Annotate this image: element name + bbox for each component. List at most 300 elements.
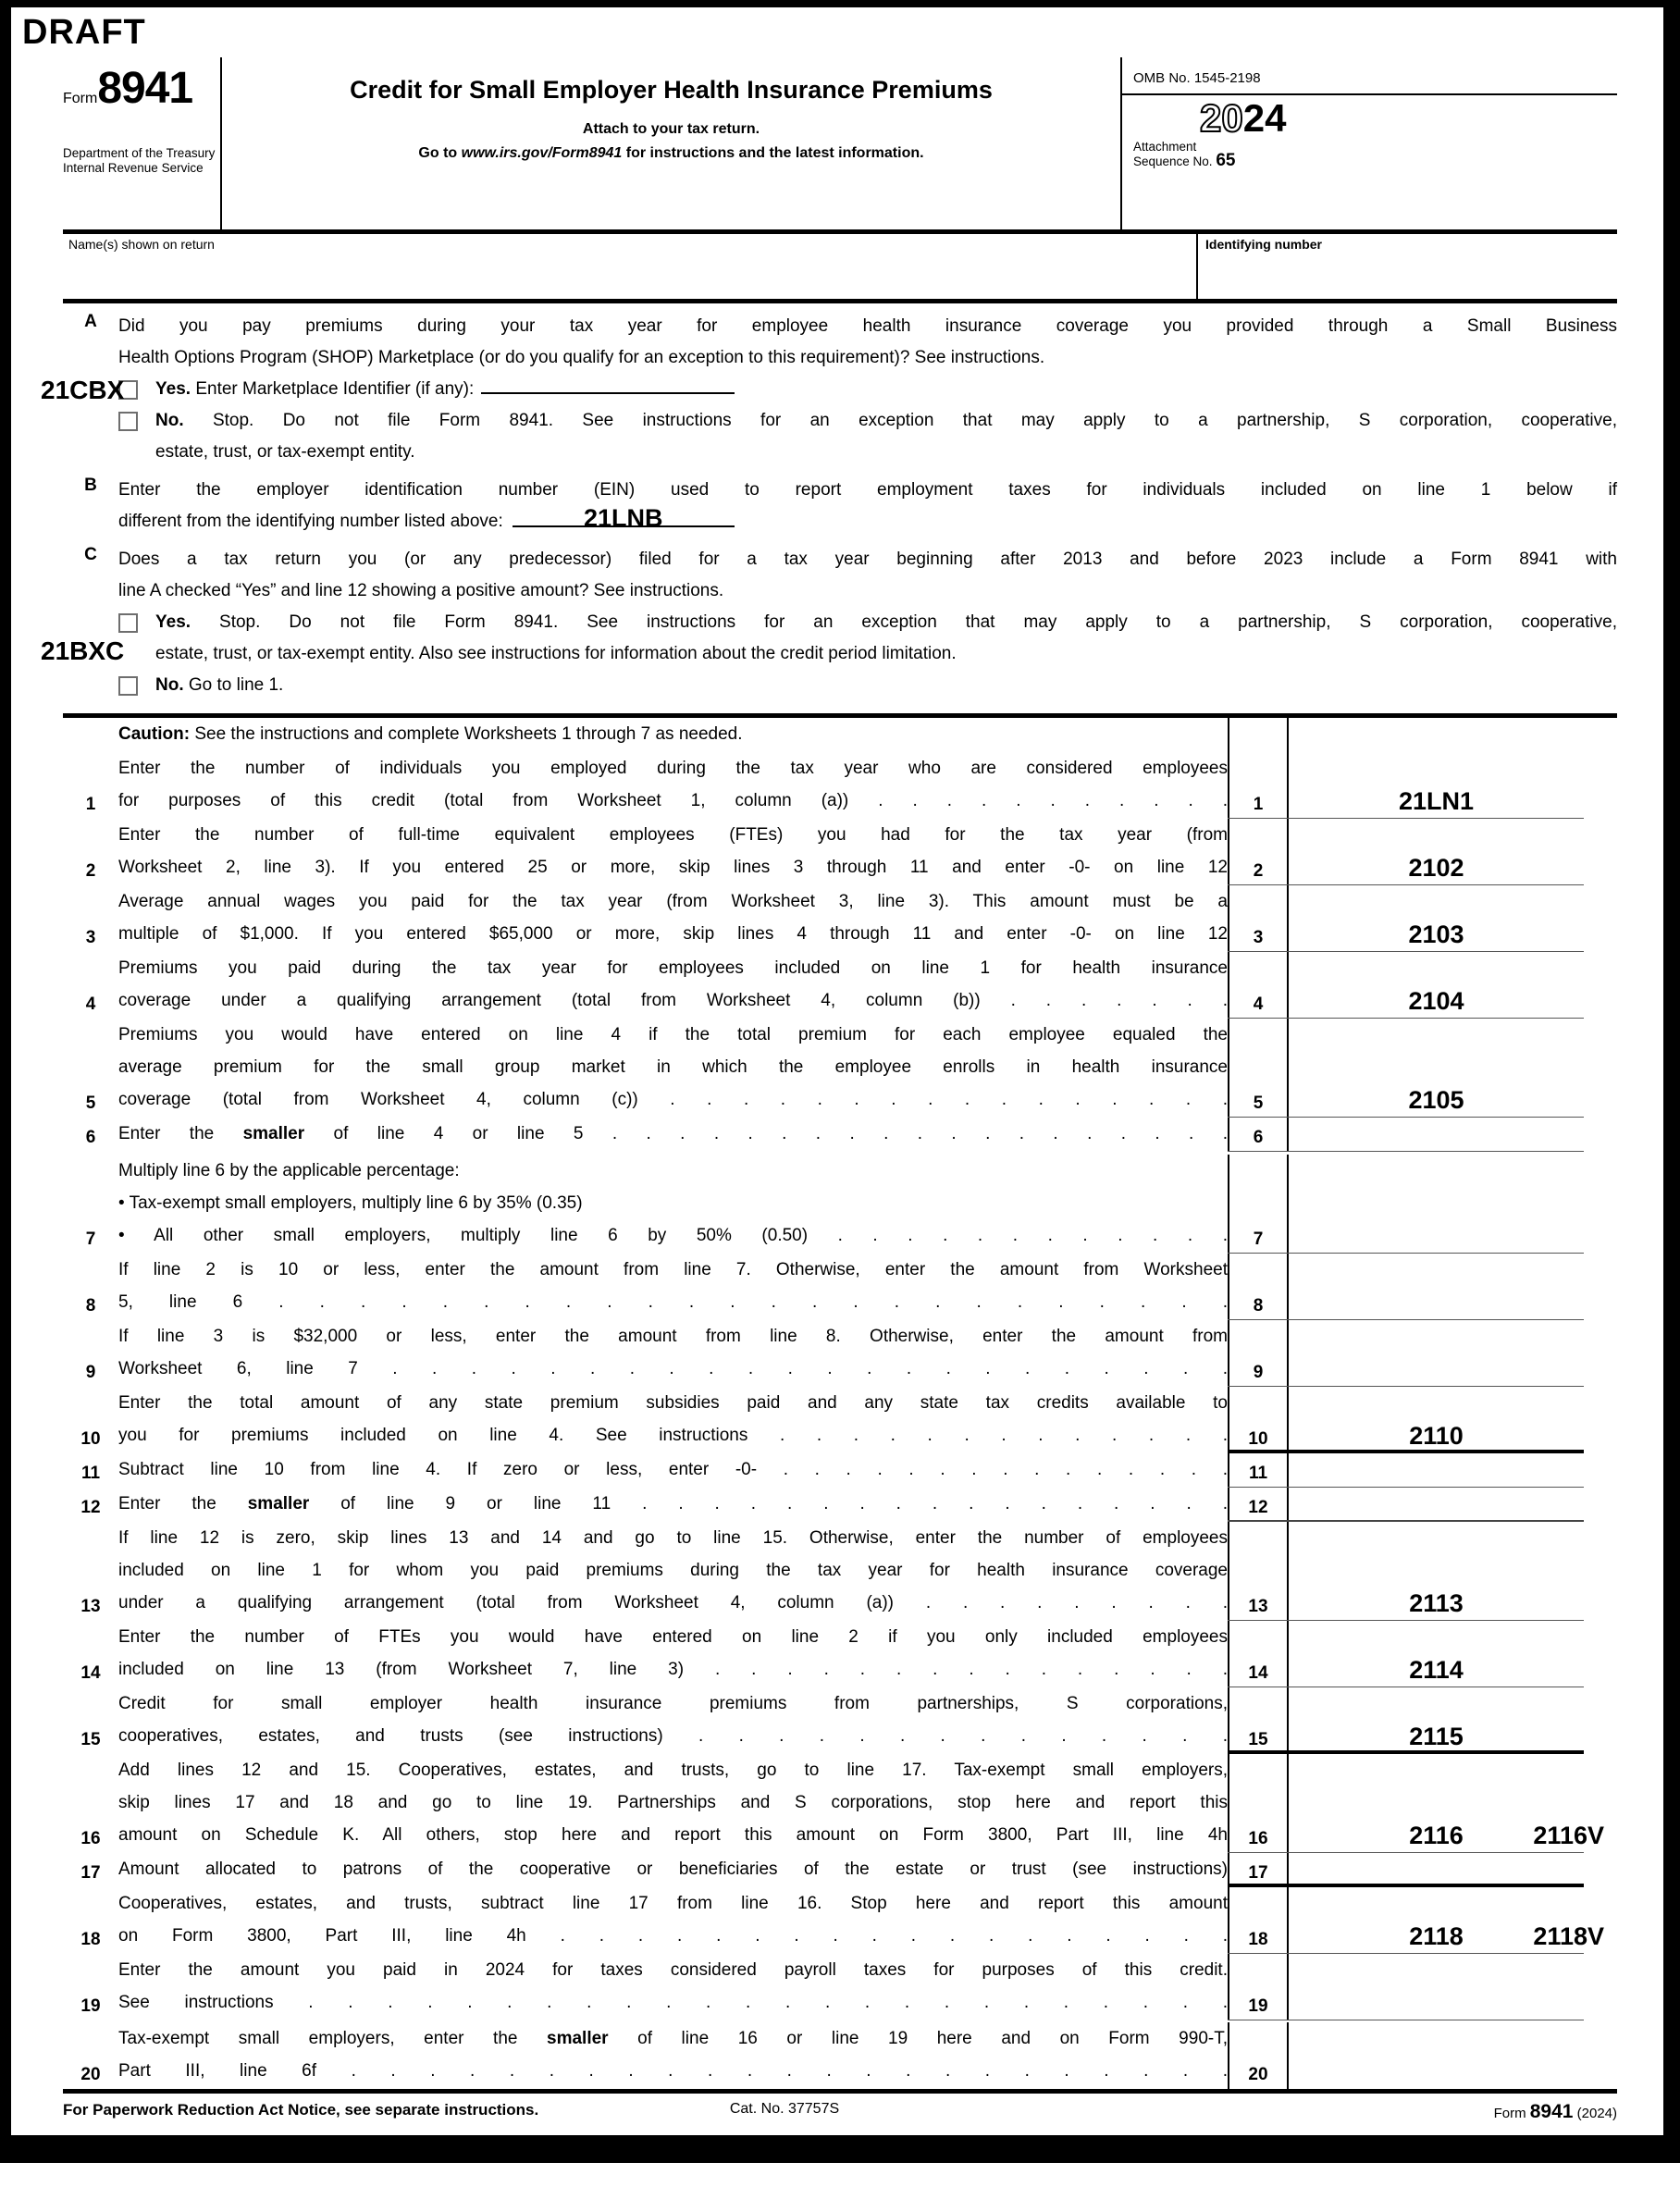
line-15-value-field[interactable]: [1287, 1687, 1584, 1754]
text-segment: Enter the number of FTEs you would have entered on line 2 if you only included employees: [118, 1627, 1228, 1647]
line-16-box-number: 16: [1228, 1754, 1287, 1853]
text-segment: skip lines 17 and 18 and go to line 19. Partnerships and S corporations, stop here and report this: [118, 1793, 1228, 1812]
line-2-value-field[interactable]: [1287, 819, 1584, 885]
line-7-item-number: 7: [85, 1229, 96, 1249]
line-1-text-line: [118, 752, 1228, 785]
line-16-value-code: 2116: [1409, 1822, 1464, 1849]
line-1-box-number: 1: [1228, 752, 1287, 819]
line-3-box-number: 3: [1228, 885, 1287, 952]
line-16-text-line: [118, 1819, 1228, 1851]
text-segment: Amount allocated to patrons of the cooperative or beneficiaries of the estate or trust (see instructions): [118, 1860, 1228, 1879]
form-line-row-12: [63, 1488, 1617, 1522]
text-segment: included on line 13 (from Worksheet 7, line 3) . . . . . . . . . . . . . . .: [118, 1660, 1228, 1679]
a-yes-label: Yes.: [155, 379, 191, 399]
form-line-row-6: [63, 1118, 1617, 1152]
scan-frame-right: [1663, 0, 1680, 2163]
name-field[interactable]: Name(s) shown on return: [68, 237, 215, 252]
form-line-row-20: [63, 2020, 1617, 2089]
line-6-text: [118, 1118, 1228, 1152]
text-segment: under a qualifying arrangement (total from Worksheet 4, column (a)) . . . . . . . . .: [118, 1593, 1228, 1612]
form-line-row-4: [63, 952, 1617, 1019]
line-1-text: [118, 752, 1228, 819]
text-segment: Tax-exempt small employers, enter the: [118, 2029, 548, 2048]
line-4-tail-spacer: [1584, 952, 1617, 1019]
scan-frame-bottom: [0, 2135, 1680, 2163]
text-segment: smaller: [547, 2029, 609, 2048]
line-19-text-line: [118, 1986, 1228, 2019]
form-title: Credit for Small Employer Health Insurance Premiums: [350, 76, 993, 104]
line-14-text-line: [118, 1621, 1228, 1653]
line-11-item-number: 11: [80, 1464, 101, 1483]
line-7-text-line: [118, 1155, 1228, 1187]
form-line-row-7: [63, 1152, 1617, 1254]
identifying-number-field[interactable]: Identifying number: [1196, 234, 1617, 299]
line-3-value-code: 2103: [1408, 921, 1464, 948]
text-segment: Worksheet 2, line 3). If you entered 25 or more, skip lines 3 through 11 and enter -0- on line 12: [118, 858, 1228, 877]
caution-boxval-spacer: [1287, 718, 1584, 752]
a-no-text1: Stop. Do not file Form 8941. See instructions for an exception that may apply to a partnership, S corporation, cooperative,: [183, 411, 1617, 430]
text-segment: of line 9 or line 11 . . . . . . . . . . . . . . . . .: [309, 1494, 1228, 1514]
paperwork-notice: For Paperwork Reduction Act Notice, see separate instructions.: [63, 2101, 539, 2119]
line-13-text: [118, 1522, 1228, 1621]
agency-line-2: Internal Revenue Service: [63, 161, 204, 175]
tax-year: [1122, 95, 1617, 140]
line-5-text: [118, 1019, 1228, 1118]
line-11-value-field[interactable]: [1287, 1453, 1584, 1488]
line-20-tail-spacer: [1584, 2022, 1617, 2089]
line-12-tail-spacer: [1584, 1488, 1617, 1522]
text-segment: for purposes of this credit (total from Worksheet 1, column (a)) . . . . . . . . . . .: [118, 791, 1228, 810]
line-9-item-number: 9: [85, 1363, 96, 1382]
line-15-box-number: 15: [1228, 1687, 1287, 1754]
line-3-item-number: 3: [85, 928, 96, 947]
c-yes-checkbox[interactable]: [118, 613, 138, 633]
text-segment: Enter the: [118, 1494, 248, 1514]
sequence-line: [1133, 151, 1617, 170]
line-1-value-field[interactable]: [1287, 752, 1584, 819]
line-15-text-line: [118, 1687, 1228, 1720]
line-16-value-code-v: 2116V: [1533, 1822, 1604, 1849]
line-20-box-number: 20: [1228, 2022, 1287, 2089]
a-yes-text: Enter Marketplace Identifier (if any):: [191, 379, 475, 399]
question-a-text: [118, 311, 1617, 468]
line-11-box-number: 11: [1228, 1453, 1287, 1488]
question-c-no: [118, 670, 1617, 701]
form-line-row-13: [63, 1522, 1617, 1621]
text-segment: Average annual wages you paid for the tax year (from Worksheet 3, line 3). This amount must be a: [118, 892, 1228, 911]
line-9-value-field[interactable]: [1287, 1320, 1584, 1387]
line-20-text-line: [118, 2022, 1228, 2055]
line-4-value-field[interactable]: [1287, 952, 1584, 1019]
line-18-text: [118, 1887, 1228, 1954]
line-10-text: [118, 1387, 1228, 1453]
line-9-text: [118, 1320, 1228, 1387]
line-15-item-number: 15: [80, 1730, 101, 1749]
line-13-text-line: [118, 1587, 1228, 1619]
c-no-checkbox[interactable]: [118, 676, 138, 696]
caution-boxnum-spacer: [1228, 718, 1287, 752]
line-14-box-number: 14: [1228, 1621, 1287, 1687]
form-title-block: [220, 57, 1122, 229]
line-10-box-number: 10: [1228, 1387, 1287, 1453]
line-13-text-line: [118, 1554, 1228, 1587]
line-15-text-line: [118, 1720, 1228, 1752]
line-17-tail-spacer: [1584, 1853, 1617, 1887]
line-11-text: [118, 1453, 1228, 1488]
line-5-value-field[interactable]: [1287, 1019, 1584, 1118]
line-4-text-line: [118, 984, 1228, 1017]
agency-lines: [63, 146, 220, 176]
line-9-text-line: [118, 1320, 1228, 1353]
question-b-line2: [118, 506, 1617, 537]
b-line2-text: different from the identifying number listed above:: [118, 512, 503, 531]
text-segment: Part III, line 6f . . . . . . . . . . . . . . . . . . . . . . .: [118, 2061, 1228, 2081]
form-line-row-19: [63, 1954, 1617, 2020]
text-segment: 5, line 6 . . . . . . . . . . . . . . . . . . . . . . . .: [118, 1292, 1228, 1312]
question-b-letter: B: [84, 476, 97, 495]
text-segment: on Form 3800, Part III, line 4h . . . . . . . . . . . . . . . . . .: [118, 1926, 1228, 1946]
line-9-tail-spacer: [1584, 1320, 1617, 1387]
text-segment: you for premiums included on line 4. See instructions . . . . . . . . . . . . .: [118, 1426, 1228, 1445]
text-segment: Cooperatives, estates, and trusts, subtract line 17 from line 16. Stop here and report this amount: [118, 1894, 1228, 1913]
line-4-item-number: 4: [85, 995, 96, 1014]
omb-block: [1122, 57, 1617, 229]
draft-code-21cbx: 21CBX: [41, 376, 125, 404]
caution-tail-spacer: [1584, 718, 1617, 752]
line-10-value-code: 2110: [1409, 1422, 1464, 1450]
form-line-row-18: [63, 1887, 1617, 1954]
line-12-text: [118, 1488, 1228, 1522]
line-8-value-field[interactable]: [1287, 1254, 1584, 1320]
caution-rest: See the instructions and complete Worksheets 1 through 7 as needed.: [190, 724, 743, 744]
text-segment: coverage under a qualifying arrangement (total from Worksheet 4, column (b)) . . . . . . .: [118, 991, 1228, 1010]
attachment-sequence: [1122, 140, 1617, 168]
form-line-row-17: [63, 1853, 1617, 1887]
line-5-text-line: [118, 1083, 1228, 1116]
line-1-tail-spacer: [1584, 752, 1617, 819]
question-a-line2: Health Options Program (SHOP) Marketplace (or do you qualify for an exception to this requirement)? See instructions.: [118, 348, 1045, 367]
text-segment: Premiums you would have entered on line 4 if the total premium for each employee equaled the: [118, 1025, 1228, 1044]
text-segment: See instructions . . . . . . . . . . . . . . . . . . . . . . . .: [118, 1993, 1228, 2012]
omb-number: OMB No. 1545-2198: [1122, 57, 1617, 95]
line-3-value-field[interactable]: [1287, 885, 1584, 952]
line-4-text: [118, 952, 1228, 1019]
text-segment: Multiply line 6 by the applicable percentage:: [118, 1161, 460, 1180]
form-footer: [63, 2101, 1617, 2123]
line-5-tail-spacer: [1584, 1019, 1617, 1118]
marketplace-identifier-field[interactable]: [481, 374, 735, 394]
line-8-text-line: [118, 1254, 1228, 1286]
line-14-value-code: 2114: [1409, 1656, 1464, 1684]
text-segment: average premium for the small group market in which the employee enrolls in health insurance: [118, 1057, 1228, 1077]
question-a-yes: [118, 374, 1617, 405]
form-line-row-9: [63, 1320, 1617, 1387]
form-content: [41, 57, 1617, 2123]
form-line-row-5: [63, 1019, 1617, 1118]
line-2-tail-spacer: [1584, 819, 1617, 885]
text-segment: If line 3 is $32,000 or less, enter the amount from line 8. Otherwise, enter the amount from: [118, 1327, 1228, 1346]
line-18-value-field[interactable]: [1287, 1887, 1604, 1954]
line-13-text-line: [118, 1522, 1228, 1554]
form-word: Form: [63, 91, 98, 106]
draft-watermark: DRAFT: [22, 13, 146, 52]
line-11-tail-spacer: [1584, 1453, 1617, 1488]
line-7-text-line: [118, 1219, 1228, 1252]
line-10-tail-spacer: [1584, 1387, 1617, 1453]
form-line-row-11: [63, 1453, 1617, 1488]
text-segment: coverage (total from Worksheet 4, column (c)) . . . . . . . . . . . . . . . .: [118, 1090, 1228, 1109]
c-no-text: Go to line 1.: [183, 675, 284, 695]
line-13-value-field[interactable]: [1287, 1522, 1584, 1621]
line-4-box-number: 4: [1228, 952, 1287, 1019]
line-15-value-code: 2115: [1409, 1723, 1464, 1750]
line-1-item-number: 1: [85, 795, 96, 814]
form-line-row-1: [63, 752, 1617, 819]
attachment-label: Attachment: [1133, 140, 1197, 154]
text-segment: Enter the: [118, 1124, 243, 1143]
line-13-item-number: 13: [80, 1597, 101, 1616]
footer-form-word: Form: [1493, 2106, 1530, 2121]
line-2-item-number: 2: [85, 861, 96, 881]
line-6-value-field[interactable]: [1287, 1118, 1584, 1152]
form-lines-section: [63, 718, 1617, 2094]
tax-year-outline: 20: [1200, 96, 1243, 140]
line-19-tail-spacer: [1584, 1954, 1617, 2020]
line-2-text-line: [118, 819, 1228, 851]
line-12-text-line: [118, 1488, 1228, 1520]
line-20-text-line: [118, 2055, 1228, 2087]
name-row: [63, 234, 1617, 303]
line-7-tail-spacer: [1584, 1155, 1617, 1254]
c-yes-line1: [155, 607, 1617, 638]
section-abc: [41, 303, 1617, 718]
c-yes-label: Yes.: [155, 612, 191, 632]
form-line-row-16: [63, 1754, 1617, 1853]
line-14-text: [118, 1621, 1228, 1687]
line-19-text-line: [118, 1954, 1228, 1986]
draft-code-21bxc: 21BXC: [41, 636, 125, 665]
line-15-tail-spacer: [1584, 1687, 1617, 1754]
line-18-box-number: 18: [1228, 1887, 1287, 1954]
text-segment: Premiums you paid during the tax year for employees included on line 1 for health insurance: [118, 958, 1228, 978]
line-4-value-code: 2104: [1408, 987, 1464, 1015]
line-18-value-code: 2118: [1409, 1922, 1464, 1950]
line-8-text-line: [118, 1286, 1228, 1318]
line-19-text: [118, 1954, 1228, 2020]
catalog-number: Cat. No. 37757S: [729, 2101, 840, 2117]
line-4-text-line: [118, 952, 1228, 984]
line-15-text: [118, 1687, 1228, 1754]
line-14-item-number: 14: [80, 1663, 101, 1683]
line-13-tail-spacer: [1584, 1522, 1617, 1621]
line-2-value-code: 2102: [1408, 854, 1464, 882]
line-16-text-line: [118, 1786, 1228, 1819]
question-b-text: [118, 475, 1617, 537]
line-17-text: [118, 1853, 1228, 1887]
line-6-text-line: [118, 1118, 1228, 1150]
text-segment: Credit for small employer health insurance premiums from partnerships, S corporations,: [118, 1694, 1228, 1713]
line-13-value-code: 2113: [1409, 1589, 1464, 1617]
text-segment: cooperatives, estates, and trusts (see instructions) . . . . . . . . . . . . . .: [118, 1726, 1228, 1746]
scan-frame-left: [0, 0, 11, 2163]
text-segment: Worksheet 6, line 7 . . . . . . . . . . . . . . . . . . . . . .: [118, 1359, 1228, 1378]
form-line-row-10: [63, 1387, 1617, 1453]
text-segment: of line 16 or line 19 here and on Form 990-T,: [608, 2029, 1228, 2048]
line-12-box-number: 12: [1228, 1488, 1287, 1522]
line-10-item-number: 10: [80, 1429, 101, 1449]
line-8-tail-spacer: [1584, 1254, 1617, 1320]
form-header: [63, 57, 1617, 234]
line-7-box-number: 7: [1228, 1155, 1287, 1254]
text-segment: Enter the amount you paid in 2024 for taxes considered payroll taxes for purposes of this credit.: [118, 1960, 1228, 1980]
text-segment: If line 12 is zero, skip lines 13 and 14 and go to line 15. Otherwise, enter the number of employees: [118, 1528, 1228, 1548]
line-16-item-number: 16: [80, 1829, 101, 1848]
question-a-line1: Did you pay premiums during your tax year for employee health insurance coverage you provided through a Small Business: [118, 316, 1617, 336]
question-c-text: [118, 544, 1617, 701]
a-no-line2: estate, trust, or tax-exempt entity.: [155, 442, 415, 462]
line-8-box-number: 8: [1228, 1254, 1287, 1320]
text-segment: Subtract line 10 from line 4. If zero or less, enter -0- . . . . . . . . . . . . . . .: [118, 1460, 1228, 1479]
line-1-value-code: 21LN1: [1398, 787, 1475, 815]
caution-label: Caution:: [118, 724, 191, 744]
ein-field[interactable]: 21LNB: [513, 507, 735, 527]
line-7-text: [118, 1155, 1228, 1254]
line-14-text-line: [118, 1653, 1228, 1686]
line-16-value-field[interactable]: [1287, 1754, 1604, 1853]
line-19-box-number: 19: [1228, 1954, 1287, 2020]
line-12-value-field[interactable]: [1287, 1488, 1584, 1522]
text-segment: • Tax-exempt small employers, multiply line 6 by 35% (0.35): [118, 1193, 583, 1213]
text-segment: Enter the total amount of any state premium subsidies paid and any state tax credits available to: [118, 1393, 1228, 1413]
line-17-box-number: 17: [1228, 1853, 1287, 1887]
form-line-row-8: [63, 1254, 1617, 1320]
form-line-row-3: [63, 885, 1617, 952]
goto-suffix: for instructions and the latest information.: [622, 145, 924, 161]
line-5-value-code: 2105: [1408, 1086, 1464, 1114]
line-6-item-number: 6: [85, 1128, 96, 1147]
a-no-label: No.: [155, 411, 184, 430]
line-7-value-field[interactable]: [1287, 1155, 1584, 1254]
text-segment: amount on Schedule K. All others, stop here and report this amount on Form 3800, Part III, line 4h: [118, 1825, 1228, 1845]
footer-form-year: (2024): [1573, 2106, 1617, 2121]
caution-num-spacer: [63, 718, 118, 752]
line-19-value-field[interactable]: [1287, 1954, 1584, 2020]
line-10-text-line: [118, 1419, 1228, 1452]
form-lines: [63, 752, 1617, 2089]
c-yes-line2: estate, trust, or tax-exempt entity. Also see instructions for information about the credit period limitation.: [155, 644, 957, 663]
line-17-item-number: 17: [80, 1863, 101, 1883]
line-20-text: [118, 2022, 1228, 2089]
line-16-text-line: [118, 1754, 1228, 1786]
question-a-row: [41, 311, 1617, 468]
text-segment: Add lines 12 and 15. Cooperatives, estates, and trusts, go to line 17. Tax-exempt small employers,: [118, 1761, 1228, 1780]
form-line-row-2: [63, 819, 1617, 885]
question-b-line1: Enter the employer identification number (EIN) used to report employment taxes for individuals included on line 1 below if: [118, 480, 1617, 500]
question-c-row: [41, 544, 1617, 701]
line-8-item-number: 8: [85, 1296, 96, 1316]
text-segment: • All other small employers, multiply line 6 by 50% (0.50) . . . . . . . . . . . .: [118, 1226, 1228, 1245]
line-16-text: [118, 1754, 1228, 1853]
line-9-box-number: 9: [1228, 1320, 1287, 1387]
text-segment: Enter the number of full-time equivalent employees (FTEs) you had for the tax year (from: [118, 825, 1228, 845]
text-segment: Enter the number of individuals you employed during the tax year who are considered employees: [118, 759, 1228, 778]
line-18-item-number: 18: [80, 1930, 101, 1949]
form-number: 8941: [97, 64, 193, 113]
question-c-letter: C: [84, 545, 97, 564]
line-10-value-field[interactable]: [1287, 1387, 1584, 1453]
caution-text: [118, 718, 1228, 752]
line-13-box-number: 13: [1228, 1522, 1287, 1621]
agency-line-1: Department of the Treasury: [63, 146, 216, 160]
scan-frame-top: [0, 0, 1680, 7]
line-5-box-number: 5: [1228, 1019, 1287, 1118]
line-11-text-line: [118, 1453, 1228, 1486]
line-5-text-line: [118, 1019, 1228, 1051]
sequence-number: 65: [1216, 151, 1236, 170]
line-5-text-line: [118, 1051, 1228, 1083]
line-2-box-number: 2: [1228, 819, 1287, 885]
line-2-text: [118, 819, 1228, 885]
goto-instruction: [222, 145, 1120, 162]
question-c-line2: line A checked “Yes” and line 12 showing a positive amount? See instructions.: [118, 581, 724, 600]
line-10-text-line: [118, 1387, 1228, 1419]
caution-row: [63, 718, 1617, 752]
line-3-tail-spacer: [1584, 885, 1617, 952]
footer-form-id: [895, 2101, 1617, 2123]
line-20-item-number: 20: [80, 2065, 101, 2084]
footer-form-number: 8941: [1529, 2101, 1574, 2122]
text-segment: included on line 1 for whom you paid premiums during the tax year for health insurance coverage: [118, 1561, 1228, 1580]
goto-prefix: Go to: [418, 145, 462, 161]
text-segment: smaller: [242, 1124, 305, 1143]
question-a-no: [118, 405, 1617, 468]
line-17-value-field[interactable]: [1287, 1853, 1584, 1887]
text-segment: of line 4 or line 5 . . . . . . . . . . . . . . . . . . .: [304, 1124, 1228, 1143]
line-9-text-line: [118, 1353, 1228, 1385]
line-14-value-field[interactable]: [1287, 1621, 1584, 1687]
form-id-block: [63, 57, 220, 229]
line-3-text-line: [118, 885, 1228, 918]
question-c-line1: Does a tax return you (or any predecessor) filed for a tax year beginning after 2013 and before 2023 include a Form 8941 with: [118, 550, 1617, 569]
line-18-text-line: [118, 1887, 1228, 1920]
question-c-yes: [118, 607, 1617, 670]
text-segment: smaller: [247, 1494, 310, 1514]
line-19-item-number: 19: [80, 1996, 101, 2016]
line-2-text-line: [118, 851, 1228, 883]
text-segment: If line 2 is 10 or less, enter the amount from line 7. Otherwise, enter the amount from Worksheet: [118, 1260, 1228, 1279]
form-line-row-15: [63, 1687, 1617, 1754]
sequence-label: Sequence No.: [1133, 154, 1217, 168]
line-18-text-line: [118, 1920, 1228, 1952]
form-line-row-14: [63, 1621, 1617, 1687]
line-18-value-code-v: 2118V: [1533, 1922, 1604, 1950]
c-no-label: No.: [155, 675, 184, 695]
line-5-item-number: 5: [85, 1094, 96, 1113]
line-20-value-field[interactable]: [1287, 2022, 1584, 2089]
line-6-box-number: 6: [1228, 1118, 1287, 1152]
attach-instruction: Attach to your tax return.: [582, 121, 760, 137]
line-3-text-line: [118, 918, 1228, 950]
text-segment: multiple of $1,000. If you entered $65,000 or more, skip lines 4 through 11 and enter -0- on line 12: [118, 924, 1228, 944]
tax-year-bold: 24: [1242, 96, 1287, 140]
line-17-text-line: [118, 1853, 1228, 1885]
line-8-text: [118, 1254, 1228, 1320]
a-no-checkbox[interactable]: [118, 412, 138, 431]
question-a-letter: A: [84, 312, 97, 331]
question-b-row: [63, 475, 1617, 537]
line-6-tail-spacer: [1584, 1118, 1617, 1152]
line-3-text: [118, 885, 1228, 952]
